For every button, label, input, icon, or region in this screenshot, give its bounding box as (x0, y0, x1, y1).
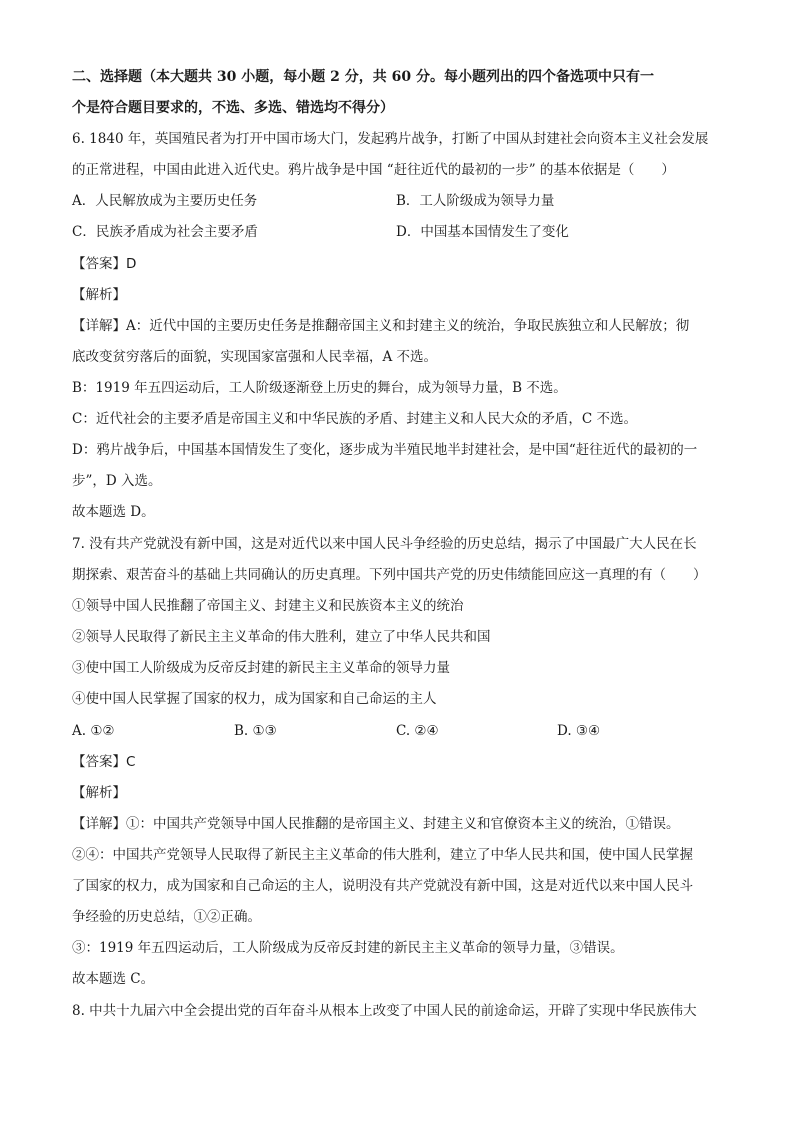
q7-option-c: C. ②④ (396, 723, 439, 739)
q7-stem-line2: 期探索、艰苦奋斗的基础上共同确认的历史真理。下列中国共产党的历史伟绩能回应这一真理的有（ ） (72, 567, 707, 583)
section-heading-line2: 个是符合题目要求的，不选、多选、错选均不得分） (72, 100, 394, 116)
q7-item-4: ④使中国人民掌握了国家的权力，成为国家和自己命运的主人 (72, 691, 437, 707)
q7-detail-line3: 了国家的权力，成为国家和自己命运的主人，说明没有共产党就没有新中国，这是对近代以来中国人民斗 (72, 878, 693, 894)
q6-option-c: C．民族矛盾成为社会主要矛盾 (72, 224, 258, 240)
q6-option-d: D．中国基本国情发生了变化 (396, 224, 569, 240)
q7-detail-line5: ③：1919 年五四运动后，工人阶级成为反帝反封建的新民主主义革命的领导力量，③错误。 (72, 940, 624, 956)
q6-stem-line2: 的正常进程，中国由此进入近代史。鸦片战争是中国 “赶往近代的最初的一步” 的基本依据是（ ） (72, 162, 675, 178)
q6-detail-line6: 步”，D 入选。 (72, 473, 162, 489)
q8-stem-line1: 8. 中共十九届六中全会提出党的百年奋斗从根本上改变了中国人民的前途命运，开辟了实现中华民族伟大 (72, 1003, 697, 1019)
q7-option-d: D. ③④ (557, 723, 601, 739)
q7-detail-line1: 【详解】①：中国共产党领导中国人民推翻的是帝国主义、封建主义和官僚资本主义的统治，①错误。 (72, 816, 680, 832)
q7-option-a: A. ①② (72, 723, 115, 739)
q6-option-b: B．工人阶级成为领导力量 (396, 193, 555, 209)
q6-detail-line3: B：1919 年五四运动后，工人阶级逐渐登上历史的舞台，成为领导力量，B 不选。 (72, 380, 567, 396)
q6-conclusion: 故本题选 D。 (72, 504, 155, 520)
q6-detail-line1: 【详解】A：近代中国的主要历史任务是推翻帝国主义和封建主义的统治，争取民族独立和人民解放；彻 (72, 318, 690, 334)
q7-detail-line4: 争经验的历史总结，①②正确。 (72, 909, 261, 925)
q7-conclusion: 故本题选 C。 (72, 971, 155, 987)
q6-stem-line1: 6. 1840 年，英国殖民者为打开中国市场大门，发起鸦片战争，打断了中国从封建社会向资本主义社会发展 (72, 131, 709, 147)
q7-item-3: ③使中国工人阶级成为反帝反封建的新民主主义革命的领导力量 (72, 660, 450, 676)
q7-option-b: B. ①③ (234, 723, 277, 739)
q7-item-2: ②领导人民取得了新民主主义革命的伟大胜利，建立了中华人民共和国 (72, 629, 491, 645)
q6-answer: 【答案】D (72, 256, 137, 272)
q6-option-a: A．人民解放成为主要历史任务 (72, 193, 258, 209)
q6-detail-line4: C：近代社会的主要矛盾是帝国主义和中华民族的矛盾、封建主义和人民大众的矛盾，C 不选。 (72, 411, 637, 427)
q6-detail-line2: 底改变贫穷落后的面貌，实现国家富强和人民幸福，A 不选。 (72, 349, 438, 365)
q7-analysis-label: 【解析】 (72, 785, 126, 801)
q7-stem-line1: 7. 没有共产党就没有新中国，这是对近代以来中国人民斗争经验的历史总结，揭示了中国最广大人民在长 (72, 536, 697, 552)
q6-detail-line5: D：鸦片战争后，中国基本国情发生了变化，逐步成为半殖民地半封建社会，是中国“赶往近代的最初的一 (72, 442, 698, 458)
q7-answer: 【答案】C (72, 754, 136, 770)
section-heading-line1: 二、选择题（本大题共 30 小题，每小题 2 分，共 60 分。每小题列出的四个备选项中只有一 (72, 69, 654, 85)
q6-analysis-label: 【解析】 (72, 287, 126, 303)
q7-detail-line2: ②④：中国共产党领导人民取得了新民主主义革命的伟大胜利，建立了中华人民共和国，使中国人民掌握 (72, 847, 693, 863)
q7-item-1: ①领导中国人民推翻了帝国主义、封建主义和民族资本主义的统治 (72, 598, 464, 614)
